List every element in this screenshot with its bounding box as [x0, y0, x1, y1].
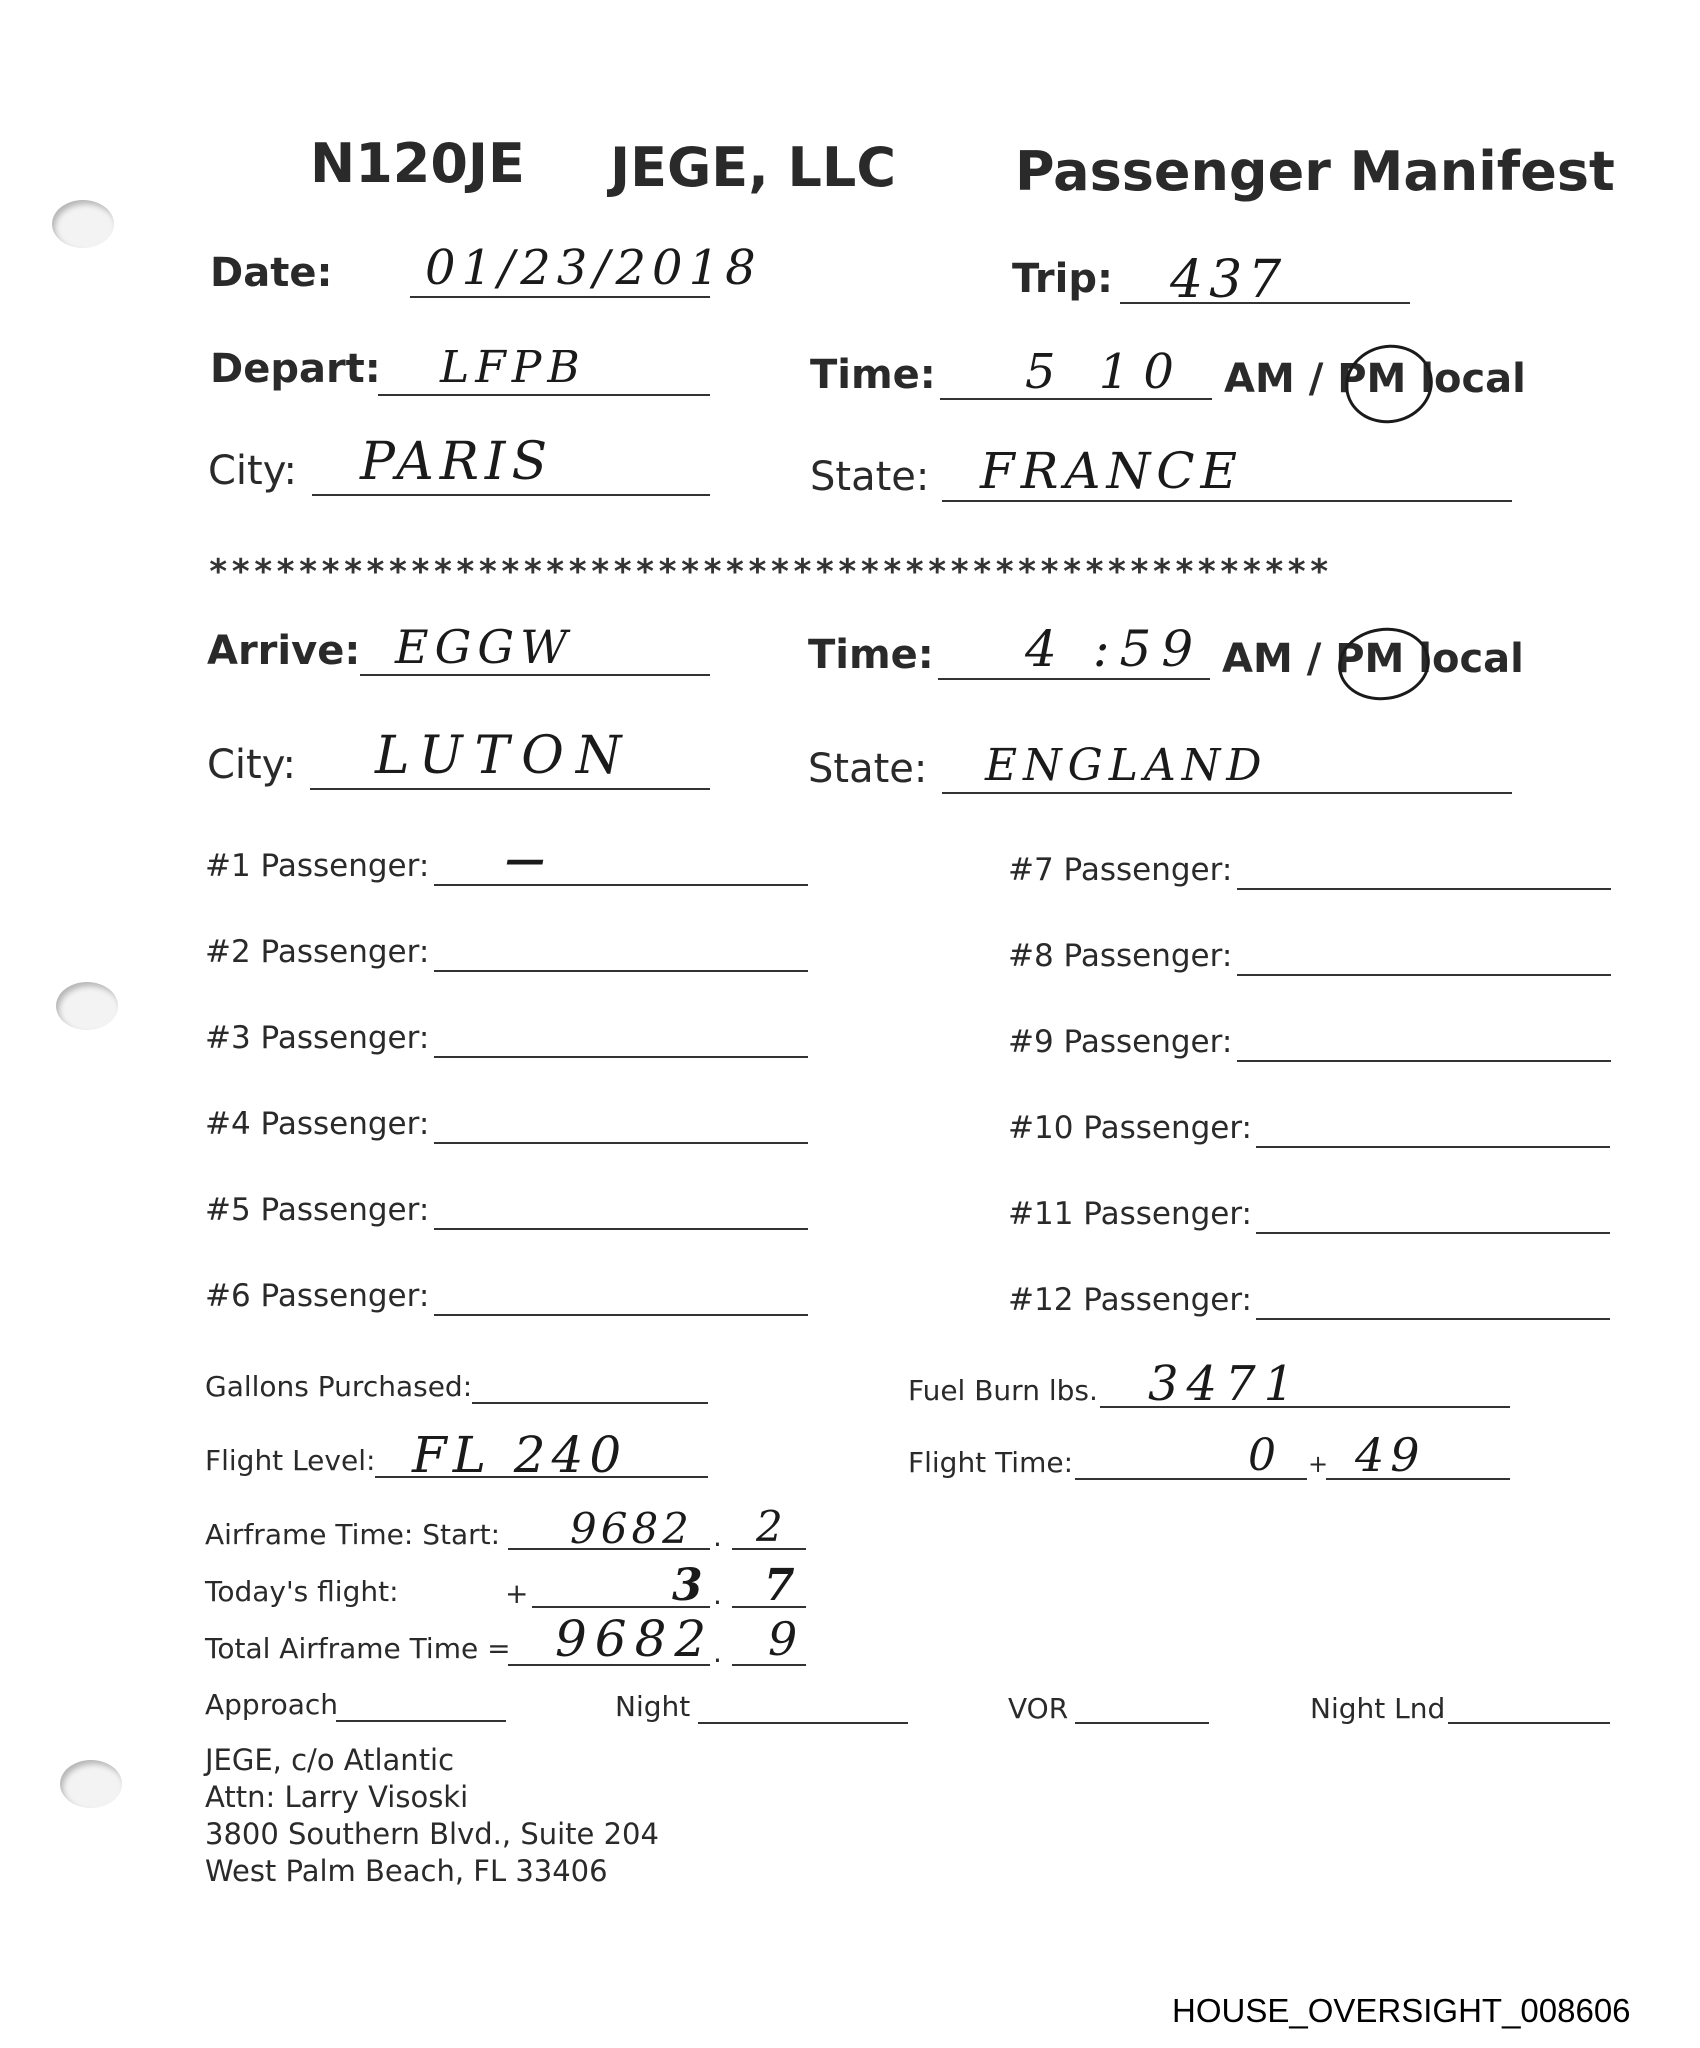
arrive-label: Arrive: [207, 628, 361, 674]
flight-time-label: Flight Time: [908, 1446, 1074, 1479]
todays-flight-dot: . [713, 1578, 722, 1611]
passenger-5-label: #5 Passenger: [205, 1192, 430, 1228]
todays-flight-plus: + [505, 1577, 529, 1610]
airframe-start-label: Airframe Time: Start: [205, 1518, 501, 1551]
trip-value[interactable]: 437 [1170, 250, 1288, 310]
flight-time-hours-value[interactable]: 0 [1248, 1430, 1282, 1481]
flight-level-label: Flight Level: [205, 1444, 376, 1477]
night-lnd-label: Night Lnd [1310, 1692, 1446, 1725]
passenger-4-line [434, 1142, 808, 1144]
airframe-start-dot: . [713, 1520, 722, 1553]
depart-state-label: State: [810, 454, 930, 500]
arrive-city-value[interactable]: LUTON [375, 726, 634, 786]
address-line-1: JEGE, c/o Atlantic [205, 1743, 455, 1777]
company-name: JEGE, LLC [610, 136, 896, 199]
vor-label: VOR [1008, 1692, 1069, 1725]
approach-label: Approach [205, 1688, 339, 1721]
vor-line [1075, 1722, 1209, 1724]
night-lnd-line [1448, 1722, 1610, 1724]
passenger-10-line [1256, 1146, 1610, 1148]
passenger-7-label: #7 Passenger: [1008, 852, 1233, 888]
total-airframe-tenth-value[interactable]: 9 [768, 1612, 804, 1666]
passenger-2-line [434, 970, 808, 972]
fuel-burn-label: Fuel Burn lbs. [908, 1374, 1098, 1407]
depart-pm-circle [1338, 337, 1440, 432]
todays-flight-whole-value[interactable]: 3 [672, 1560, 709, 1611]
total-airframe-label: Total Airframe Time = [205, 1632, 511, 1665]
arrive-time-value[interactable]: 4 :59 [1025, 620, 1204, 678]
passenger-1-line [434, 884, 808, 886]
passenger-9-label: #9 Passenger: [1008, 1024, 1233, 1060]
mailing-address [205, 1742, 659, 1890]
todays-flight-tenth-value[interactable]: 7 [764, 1560, 801, 1611]
passenger-2-label: #2 Passenger: [205, 934, 430, 970]
bates-id: HOUSE_OVERSIGHT_008606 [1172, 1992, 1631, 2029]
depart-city-value[interactable]: PARIS [360, 432, 554, 492]
gallons-purchased-line [472, 1402, 708, 1404]
depart-line [378, 394, 710, 396]
tail-number: N120JE [310, 132, 525, 195]
depart-time-value[interactable]: 5 10 [1025, 344, 1188, 400]
passenger-3-line [434, 1056, 808, 1058]
date-line [410, 296, 710, 298]
passenger-3-label: #3 Passenger: [205, 1020, 430, 1056]
passenger-11-label: #11 Passenger: [1008, 1196, 1252, 1232]
arrive-pm-circle [1333, 622, 1434, 706]
passenger-5-line [434, 1228, 808, 1230]
arrive-city-line [310, 788, 710, 790]
passenger-9-line [1237, 1060, 1611, 1062]
depart-state-line [942, 500, 1512, 502]
page-title: Passenger Manifest [1015, 140, 1615, 203]
airframe-start-tenth-value[interactable]: 2 [756, 1502, 789, 1551]
passenger-4-label: #4 Passenger: [205, 1106, 430, 1142]
depart-value[interactable]: LFPB [440, 342, 586, 393]
passenger-11-line [1256, 1232, 1610, 1234]
gallons-purchased-label: Gallons Purchased: [205, 1370, 473, 1403]
flight-level-value[interactable]: FL 240 [412, 1426, 628, 1484]
passenger-12-label: #12 Passenger: [1008, 1282, 1252, 1318]
passenger-6-label: #6 Passenger: [205, 1278, 430, 1314]
arrive-city-label: City: [207, 742, 296, 788]
depart-city-label: City: [208, 448, 297, 494]
night-label: Night [615, 1690, 691, 1723]
passenger-8-line [1237, 974, 1611, 976]
binder-hole-middle [56, 982, 118, 1030]
depart-label: Depart: [210, 346, 381, 392]
arrive-time-line [938, 678, 1210, 680]
date-label: Date: [210, 250, 333, 296]
arrive-state-value[interactable]: ENGLAND [985, 740, 1268, 791]
arrive-value[interactable]: EGGW [395, 620, 574, 674]
binder-hole-top [52, 200, 114, 248]
arrive-state-line [942, 792, 1512, 794]
arrive-am-pm-local: AM / PM local [1222, 636, 1524, 682]
arrive-line [360, 674, 710, 676]
depart-time-label: Time: [810, 352, 936, 398]
approach-line [336, 1720, 506, 1722]
passenger-8-label: #8 Passenger: [1008, 938, 1233, 974]
depart-city-line [312, 494, 710, 496]
address-line-3: 3800 Southern Blvd., Suite 204 [205, 1817, 659, 1851]
total-airframe-dot: . [713, 1636, 722, 1669]
depart-state-value[interactable]: FRANCE [980, 442, 1243, 500]
passenger-6-line [434, 1314, 808, 1316]
arrive-time-label: Time: [808, 632, 934, 678]
separator-stars: ************************************************** [208, 552, 1332, 592]
flight-time-plus: + [1308, 1450, 1329, 1478]
airframe-start-whole-value[interactable]: 9682 [570, 1504, 693, 1553]
fuel-burn-value[interactable]: 3471 [1148, 1356, 1303, 1412]
night-line [698, 1722, 908, 1724]
date-value[interactable]: 01/23/2018 [425, 240, 762, 296]
passenger-1-label: #1 Passenger: [205, 848, 430, 884]
passenger-1-value[interactable]: — [505, 836, 551, 883]
passenger-10-label: #10 Passenger: [1008, 1110, 1252, 1146]
trip-label: Trip: [1012, 256, 1113, 302]
total-airframe-whole-value[interactable]: 9682 [555, 1610, 715, 1668]
flight-time-minutes-value[interactable]: 49 [1355, 1428, 1426, 1482]
passenger-7-line [1237, 888, 1611, 890]
passenger-12-line [1256, 1318, 1610, 1320]
address-line-4: West Palm Beach, FL 33406 [205, 1854, 608, 1888]
arrive-state-label: State: [808, 746, 928, 792]
depart-am-pm-local: AM / PM local [1224, 356, 1526, 402]
todays-flight-label: Today's flight: [205, 1575, 399, 1608]
address-line-2: Attn: Larry Visoski [205, 1780, 469, 1814]
binder-hole-bottom [60, 1760, 122, 1808]
